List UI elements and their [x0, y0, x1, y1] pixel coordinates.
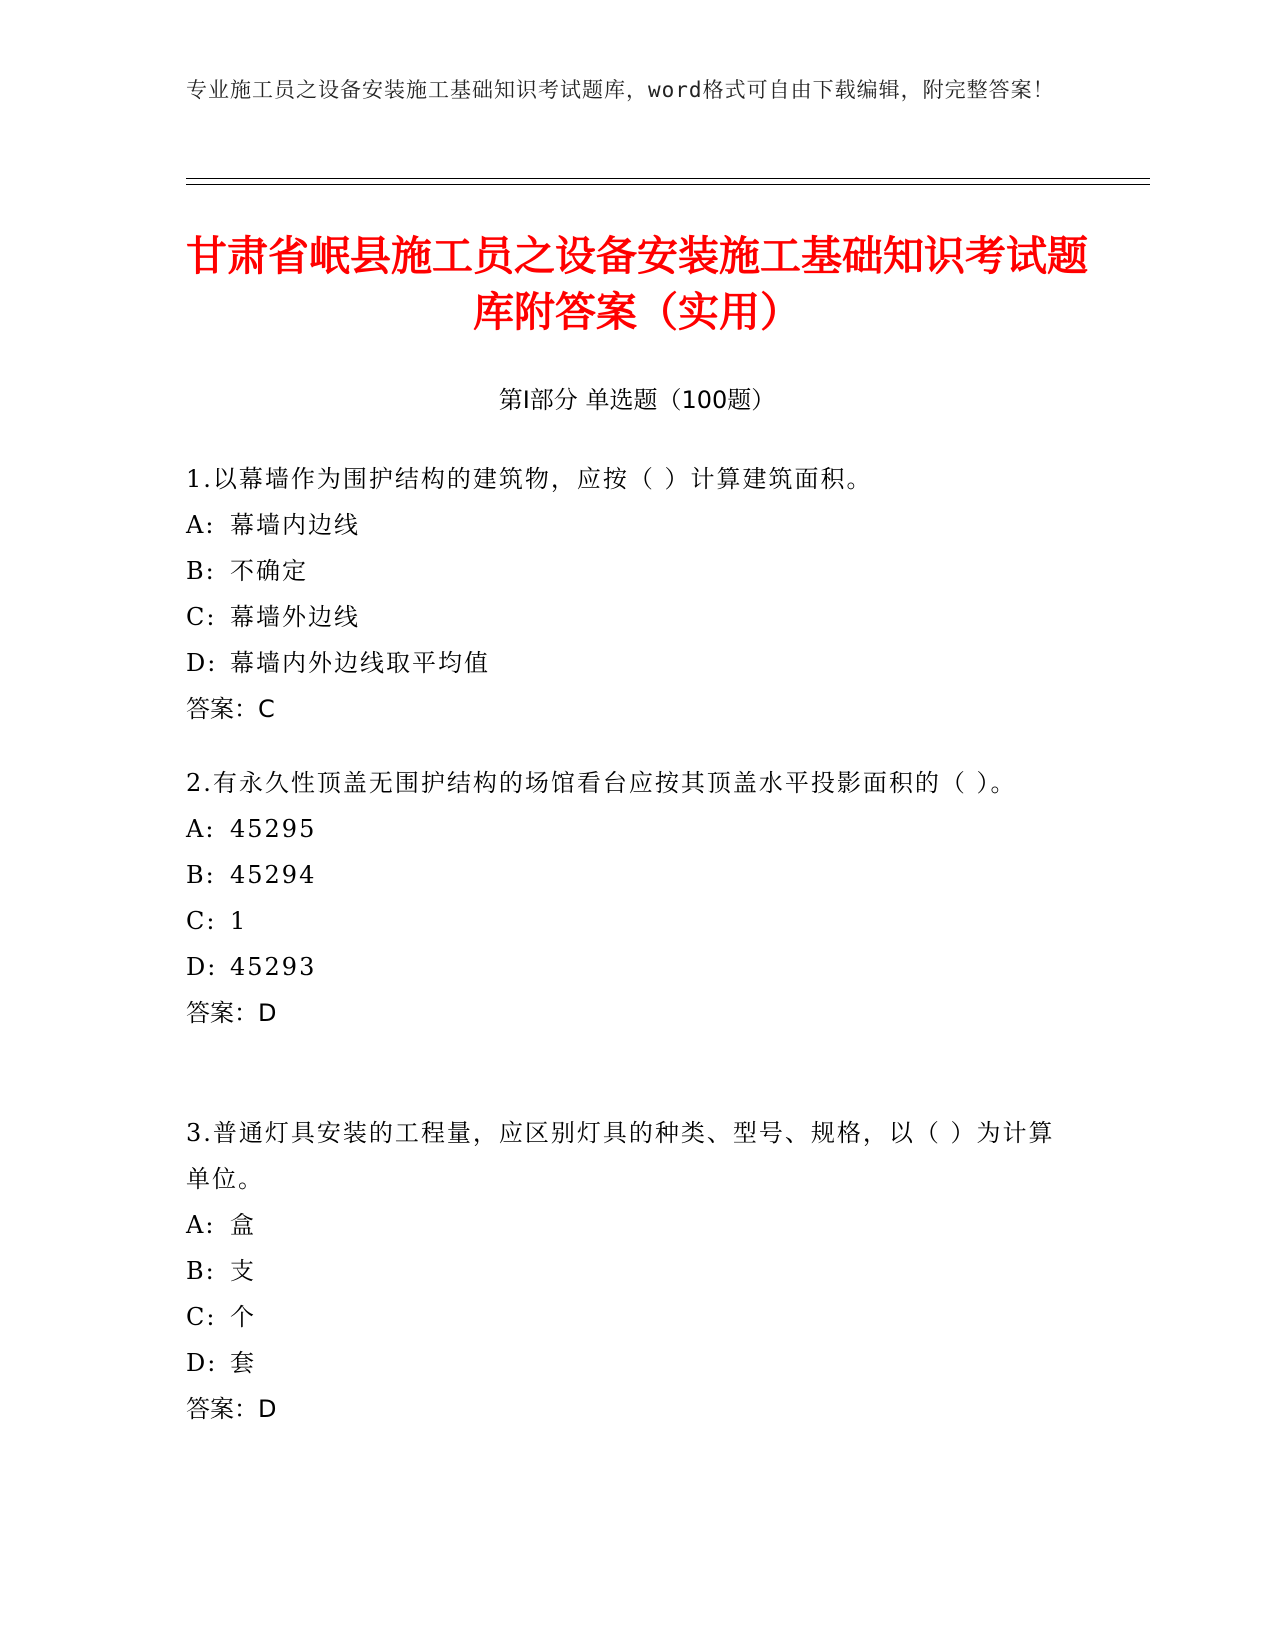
option-key: C: — [186, 907, 217, 935]
option-text: 45293 — [230, 953, 317, 981]
option-c — [186, 1294, 1066, 1340]
option-b — [186, 852, 1066, 898]
answer-label: 答案： — [186, 999, 258, 1027]
header-note: 专业施工员之设备安装施工基础知识考试题库，word格式可自由下载编辑，附完整答案！ — [186, 78, 1055, 102]
answer-label: 答案： — [186, 695, 258, 723]
option-text: 不确定 — [230, 557, 308, 585]
option-key: D: — [186, 953, 218, 981]
option-text: 支 — [230, 1257, 256, 1285]
header-divider-bottom — [186, 184, 1150, 185]
option-key: D: — [186, 649, 218, 677]
document-title: 甘肃省岷县施工员之设备安装施工基础知识考试题库附答案（实用） — [186, 232, 1088, 336]
option-text: 幕墙内外边线取平均值 — [230, 649, 490, 677]
option-text: 1 — [230, 907, 248, 935]
option-d — [186, 1340, 1066, 1386]
option-key: B: — [186, 557, 216, 585]
option-a — [186, 1202, 1066, 1248]
answer-value: C — [258, 695, 275, 723]
option-text: 幕墙外边线 — [230, 603, 360, 631]
option-c — [186, 594, 1066, 640]
answer-label: 答案： — [186, 1395, 258, 1423]
answer-line — [186, 1386, 1066, 1432]
answer-value: D — [258, 1395, 277, 1423]
option-text: 45294 — [230, 861, 317, 889]
option-c — [186, 898, 1066, 944]
option-text: 盒 — [230, 1211, 256, 1239]
option-key: D: — [186, 1349, 218, 1377]
option-a — [186, 806, 1066, 852]
option-b — [186, 1248, 1066, 1294]
option-d — [186, 640, 1066, 686]
option-text: 个 — [230, 1303, 256, 1331]
answer-value: D — [258, 999, 277, 1027]
option-key: A: — [186, 511, 216, 539]
option-d — [186, 944, 1066, 990]
option-text: 45295 — [230, 815, 317, 843]
question-3 — [186, 1110, 1066, 1432]
question-stem: 1.以幕墙作为围护结构的建筑物，应按（ ）计算建筑面积。 — [186, 465, 873, 493]
option-key: C: — [186, 603, 217, 631]
option-key: C: — [186, 1303, 217, 1331]
option-a — [186, 502, 1066, 548]
question-1 — [186, 456, 1066, 732]
option-b — [186, 548, 1066, 594]
option-text: 套 — [230, 1349, 256, 1377]
question-2 — [186, 760, 1066, 1036]
option-key: B: — [186, 1257, 216, 1285]
answer-line — [186, 686, 1066, 732]
option-key: A: — [186, 815, 216, 843]
section-title: 第Ⅰ部分 单选题（100题） — [498, 386, 776, 414]
answer-line — [186, 990, 1066, 1036]
question-stem: 2.有永久性顶盖无围护结构的场馆看台应按其顶盖水平投影面积的（ ）。 — [186, 769, 1017, 797]
option-key: B: — [186, 861, 216, 889]
option-key: A: — [186, 1211, 216, 1239]
question-stem: 3.普通灯具安装的工程量，应区别灯具的种类、型号、规格，以（ ）为计算单位。 — [186, 1119, 1055, 1193]
header-divider-top — [186, 178, 1150, 179]
option-text: 幕墙内边线 — [230, 511, 360, 539]
